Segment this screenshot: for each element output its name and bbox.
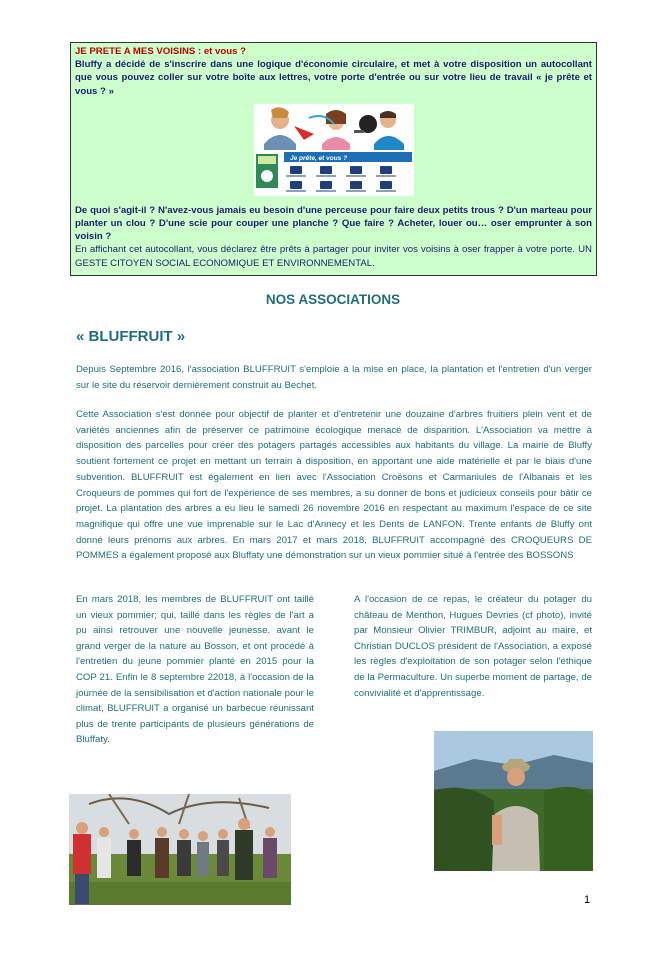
callout-closing: En affichant cet autocollant, vous déclarez être prêts à partager pour inviter vos voisins à oser frapper à votre porte. UN GESTE CITOYEN SOCIAL ECONOMIQUE ET ENVIRONNEMENTAL.	[75, 244, 592, 269]
orchard-group-photo	[69, 794, 291, 905]
sticker-illustration	[254, 104, 414, 196]
association-title: « BLUFFRUIT »	[76, 328, 186, 345]
left-column-text: En mars 2018, les membres de BLUFFRUIT ont taillé un vieux pommier; qui, taillé dans les règles de l'art a pu ainsi retrouver une nouvelle jeunesse. avant le grand verger de la nature au Bosson, et ont procédé à l'entretien du jeune pommier planté en 2015 pour la COP 21. Enfin le 8 septembre 22018, à l'occasion de la journée de la sensibilisation et d'action nationale pour le climat, BLUFFRUIT a organisé un barbecue réunissant plus de trente participants de plusieurs générations de Bluffaty.	[76, 594, 314, 746]
sticker-banner-text: Je prête, et vous ?	[289, 154, 347, 162]
section-title: NOS ASSOCIATIONS	[265, 292, 401, 307]
callout-title: JE PRETE A MES VOISINS : et vous ?	[75, 46, 246, 57]
sticker-image	[254, 104, 414, 196]
callout-box	[70, 42, 597, 276]
callout-question: De quoi s'agit-il ? N'avez-vous jamais eu besoin d'une perceuse pour faire deux petits trous ? D'un marteau pour planter un clou ? D'une scie pour couper une planche ? Que faire ? Acheter, louer ou… oser emprunter à son voisin ?	[75, 204, 592, 243]
intro-paragraph: Depuis Septembre 2016, l'association BLUFFRUIT s'emploie à la mise en place, la plantation et l'entretien d'un verger sur le site du réservoir dernièrement construit au Bechet.	[76, 364, 592, 391]
callout-intro: Bluffy a décidé de s'inscrire dans une logique d'économie circulaire, et met à votre disposition un autocollant que vous pouvez coller sur votre boîte aux lettres, votre porte d'entrée ou sur votre lieu de travail « je prête et vous ? »	[75, 59, 592, 97]
body-paragraph: Cette Association s'est donnée pour objectif de planter et d'entretenir une douzaine d'arbres fruitiers plein vent et de variétés anciennes afin de préserver ce patrimoine écologique menacé de disparition. L'Association va mettre à disposition des parcelles pour créer des potagers partagés accessibles aux habitants du village. La mairie de Bluffy soutient fortement ce projet en mettant un terrain à disposition, en apportant une aide matérielle et par le biais d'une subvention. BLUFFRUIT est également en lien avec l'Association Croësons et Carmaniules de l'Albanais et les Croqueurs de pommes qui fort de l'expérience de ses membres, a su donner de bons et judicieux conseils pour bâtir ce projet. La plantation des arbres a eu lieu le samedi 26 novembre 2016 en respectant au maximum l'espace de ce site magnifique qui offre une vue imprenable sur le Lac d'Annecy et les Dents de LANFON. Trente enfants de Bluffy ont donné leurs prénoms aux arbres. En mars 2017 et mars 2018, BLUFFRUIT accompagné des CROQUEURS DE POMMES a également proposé aux Bluffaty une démonstration sur un vieux pommier situé à l'entrée des BOSSONS	[76, 409, 592, 562]
page-number: 1	[584, 894, 591, 906]
right-column-text: A l'occasion de ce repas, le créateur du potager du château de Menthon, Hugues Devries (cf photo), invité par Monsieur Olivier TRIMBUR, adjoint au maire, et Christian DUCLOS président de l'Association, a exposé les règles d'exploitation de son potager selon l'éthique de la Permaculture. Un superbe moment de partage, de convivialité et d'apprentissage.	[354, 594, 592, 699]
gardener-photo	[434, 731, 593, 871]
